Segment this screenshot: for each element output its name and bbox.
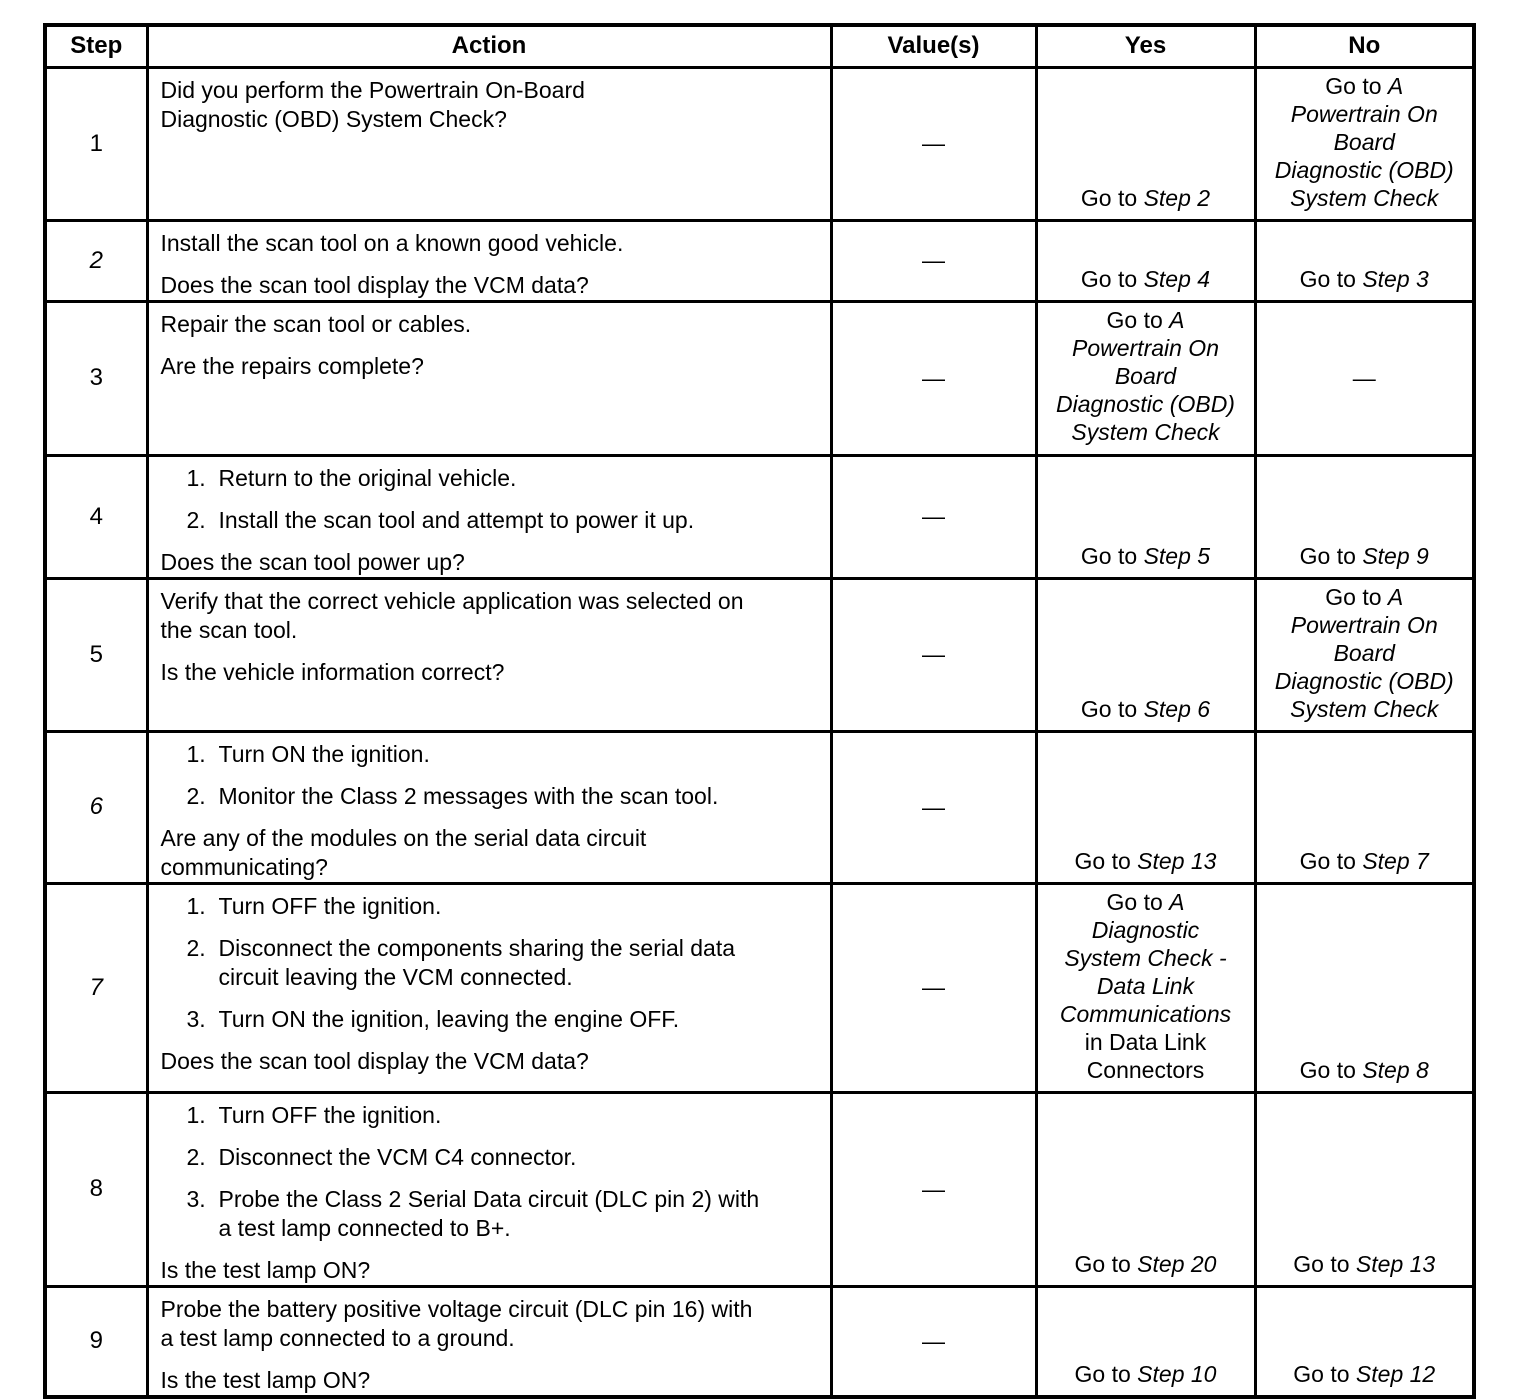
action-paragraph: Is the vehicle information correct?	[160, 658, 505, 685]
list-text: Turn OFF the ignition.	[218, 892, 442, 919]
no-cell: Go to Step 13	[1255, 1092, 1474, 1286]
step-cell: 9	[45, 1286, 147, 1397]
col-header-values: Value(s)	[831, 25, 1036, 67]
action-list-item	[187, 1101, 820, 1130]
action-paragraph: Install the scan tool on a known good vehicle.	[160, 229, 624, 256]
action-paragraph: Repair the scan tool or cables.	[160, 310, 472, 337]
table-row	[45, 883, 1474, 1092]
step-cell: 5	[45, 578, 147, 731]
list-text: Turn ON the ignition.	[218, 740, 430, 767]
list-text: Disconnect the components sharing the serial data circuit leaving the VCM connected.	[218, 934, 736, 990]
table-row	[45, 455, 1474, 578]
action-list-item	[187, 1143, 820, 1172]
table-row	[45, 731, 1474, 883]
list-number: 2.	[186, 1143, 206, 1170]
action-paragraph: Verify that the correct vehicle application was selected on the scan tool.	[160, 587, 744, 643]
no-cell: Go to Step 8	[1255, 883, 1474, 1092]
value-cell: —	[831, 301, 1036, 455]
action-list-item	[187, 1185, 820, 1243]
yes-cell: Go to Step 10	[1036, 1286, 1255, 1397]
step-cell: 7	[45, 883, 147, 1092]
list-number: 3.	[186, 1005, 206, 1032]
col-header-step: Step	[45, 25, 147, 67]
table-row	[45, 301, 1474, 455]
table-row	[45, 220, 1474, 301]
list-number: 2.	[186, 782, 206, 809]
list-number: 2.	[186, 934, 206, 961]
diagnostic-table	[43, 23, 1476, 1399]
action-cell	[147, 455, 831, 578]
table-body	[45, 67, 1474, 1397]
no-cell: Go to Step 12	[1255, 1286, 1474, 1397]
action-cell	[147, 67, 831, 220]
step-cell: 4	[45, 455, 147, 578]
action-list-item	[187, 506, 820, 535]
no-cell: Go to Step 9	[1255, 455, 1474, 578]
step-cell: 2	[45, 220, 147, 301]
list-text: Probe the Class 2 Serial Data circuit (DLC pin 2) with a test lamp connected to B+.	[218, 1185, 760, 1241]
col-header-no: No	[1255, 25, 1474, 67]
action-cell	[147, 731, 831, 883]
list-number: 3.	[186, 1185, 206, 1212]
value-cell: —	[831, 455, 1036, 578]
header-row	[45, 25, 1474, 67]
value-cell: —	[831, 883, 1036, 1092]
step-cell: 3	[45, 301, 147, 455]
action-list-item	[187, 934, 820, 992]
value-cell: —	[831, 220, 1036, 301]
action-list-item	[187, 1005, 820, 1034]
action-paragraph: Probe the battery positive voltage circuit (DLC pin 16) with a test lamp connected to a ground.	[160, 1295, 753, 1351]
action-paragraph: Are any of the modules on the serial data circuit communicating?	[160, 824, 647, 880]
no-cell: —	[1255, 301, 1474, 455]
list-text: Disconnect the VCM C4 connector.	[218, 1143, 577, 1170]
no-cell: Go to A Powertrain On Board Diagnostic (OBD) System Check	[1255, 67, 1474, 220]
action-paragraph: Does the scan tool power up?	[160, 548, 465, 575]
table-row	[45, 67, 1474, 220]
action-cell	[147, 301, 831, 455]
list-text: Return to the original vehicle.	[218, 464, 517, 491]
action-cell	[147, 1286, 831, 1397]
action-paragraph: Did you perform the Powertrain On-Board Diagnostic (OBD) System Check?	[160, 76, 585, 132]
no-cell: Go to A Powertrain On Board Diagnostic (OBD) System Check	[1255, 578, 1474, 731]
value-cell: —	[831, 1092, 1036, 1286]
col-header-action: Action	[147, 25, 831, 67]
list-number: 1.	[186, 740, 206, 767]
value-cell: —	[831, 1286, 1036, 1397]
value-cell: —	[831, 731, 1036, 883]
list-number: 1.	[186, 1101, 206, 1128]
action-cell	[147, 578, 831, 731]
list-text: Monitor the Class 2 messages with the scan tool.	[218, 782, 719, 809]
table-row	[45, 1092, 1474, 1286]
step-cell: 8	[45, 1092, 147, 1286]
action-list-item	[187, 464, 820, 493]
table-row	[45, 1286, 1474, 1397]
action-paragraph: Does the scan tool display the VCM data?	[160, 1047, 589, 1074]
yes-cell: Go to Step 4	[1036, 220, 1255, 301]
list-text: Turn OFF the ignition.	[218, 1101, 442, 1128]
action-paragraph: Is the test lamp ON?	[160, 1366, 371, 1393]
action-list-item	[187, 892, 820, 921]
action-cell	[147, 220, 831, 301]
step-cell: 6	[45, 731, 147, 883]
step-cell: 1	[45, 67, 147, 220]
value-cell: —	[831, 67, 1036, 220]
col-header-yes: Yes	[1036, 25, 1255, 67]
value-cell: —	[831, 578, 1036, 731]
yes-cell: Go to Step 2	[1036, 67, 1255, 220]
yes-cell: Go to Step 20	[1036, 1092, 1255, 1286]
list-number: 1.	[186, 464, 206, 491]
action-list-item	[187, 740, 820, 769]
list-text: Install the scan tool and attempt to power it up.	[218, 506, 695, 533]
list-number: 1.	[186, 892, 206, 919]
action-paragraph: Does the scan tool display the VCM data?	[160, 271, 589, 298]
list-number: 2.	[186, 506, 206, 533]
list-text: Turn ON the ignition, leaving the engine OFF.	[218, 1005, 680, 1032]
no-cell: Go to Step 7	[1255, 731, 1474, 883]
yes-cell: Go to Step 5	[1036, 455, 1255, 578]
action-paragraph: Are the repairs complete?	[160, 352, 424, 379]
table-row	[45, 578, 1474, 731]
action-paragraph: Is the test lamp ON?	[160, 1256, 371, 1283]
action-cell	[147, 1092, 831, 1286]
no-cell: Go to Step 3	[1255, 220, 1474, 301]
yes-cell: Go to A Powertrain On Board Diagnostic (OBD) System Check	[1036, 301, 1255, 455]
yes-cell: Go to Step 6	[1036, 578, 1255, 731]
yes-cell: Go to Step 13	[1036, 731, 1255, 883]
yes-cell: Go to A Diagnostic System Check - Data Link Communications in Data Link Connectors	[1036, 883, 1255, 1092]
action-list-item	[187, 782, 820, 811]
action-cell	[147, 883, 831, 1092]
